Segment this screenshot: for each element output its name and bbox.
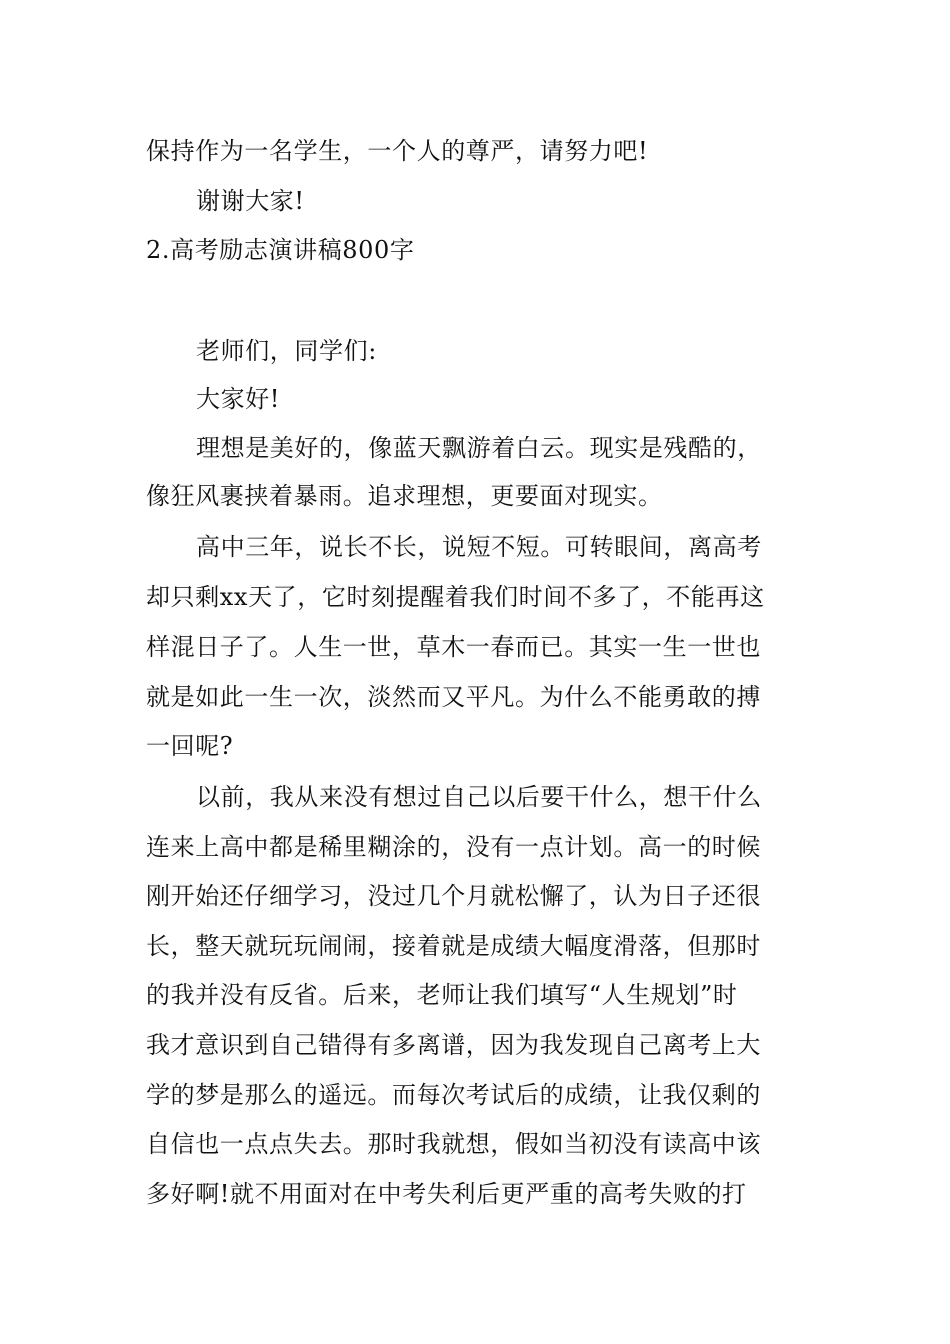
- text-line: 样混日子了。人生一世，草木一春而已。其实一生一世也: [146, 633, 761, 661]
- text-line: 多好啊!就不用面对在中考失利后更严重的高考失败的打: [146, 1180, 747, 1208]
- salutation: 老师们，同学们:: [196, 337, 377, 365]
- text-line: 以前，我从来没有想过自己以后要干什么，想干什么: [196, 783, 762, 811]
- text-line: 就是如此一生一次，淡然而又平凡。为什么不能勇敢的搏: [146, 683, 761, 711]
- text-line: 连来上高中都是稀里糊涂的，没有一点计划。高一的时候: [146, 833, 761, 861]
- text-line: 刚开始还仔细学习，没过几个月就松懈了，认为日子还很: [146, 882, 761, 910]
- text-line: 谢谢大家!: [196, 187, 305, 215]
- greeting: 大家好!: [196, 385, 281, 413]
- text-line: 一回呢?: [146, 732, 234, 760]
- text-line: 我才意识到自己错得有多离谱，因为我发现自己离考上大: [146, 1031, 761, 1059]
- text-line: 却只剩xx天了，它时刻提醒着我们时间不多了，不能再这: [146, 583, 765, 611]
- text-line: 自信也一点点失去。那时我就想，假如当初没有读高中该: [146, 1130, 761, 1158]
- text-line: 高中三年，说长不长，说短不短。可转眼间，离高考: [196, 533, 762, 561]
- text-line: 理想是美好的，像蓝天飘游着白云。现实是残酷的，: [196, 434, 762, 462]
- text-line: 保持作为一名学生，一个人的尊严，请努力吧!: [146, 137, 649, 165]
- section-heading: 2.高考励志演讲稿800字: [146, 236, 415, 264]
- text-line: 长，整天就玩玩闹闹，接着就是成绩大幅度滑落，但那时: [146, 932, 761, 960]
- text-line: 学的梦是那么的遥远。而每次考试后的成绩，让我仅剩的: [146, 1081, 761, 1109]
- text-line: 像狂风裹挟着暴雨。追求理想，更要面对现实。: [146, 482, 663, 510]
- text-line: 的我并没有反省。后来，老师让我们填写“人生规划”时: [146, 981, 738, 1009]
